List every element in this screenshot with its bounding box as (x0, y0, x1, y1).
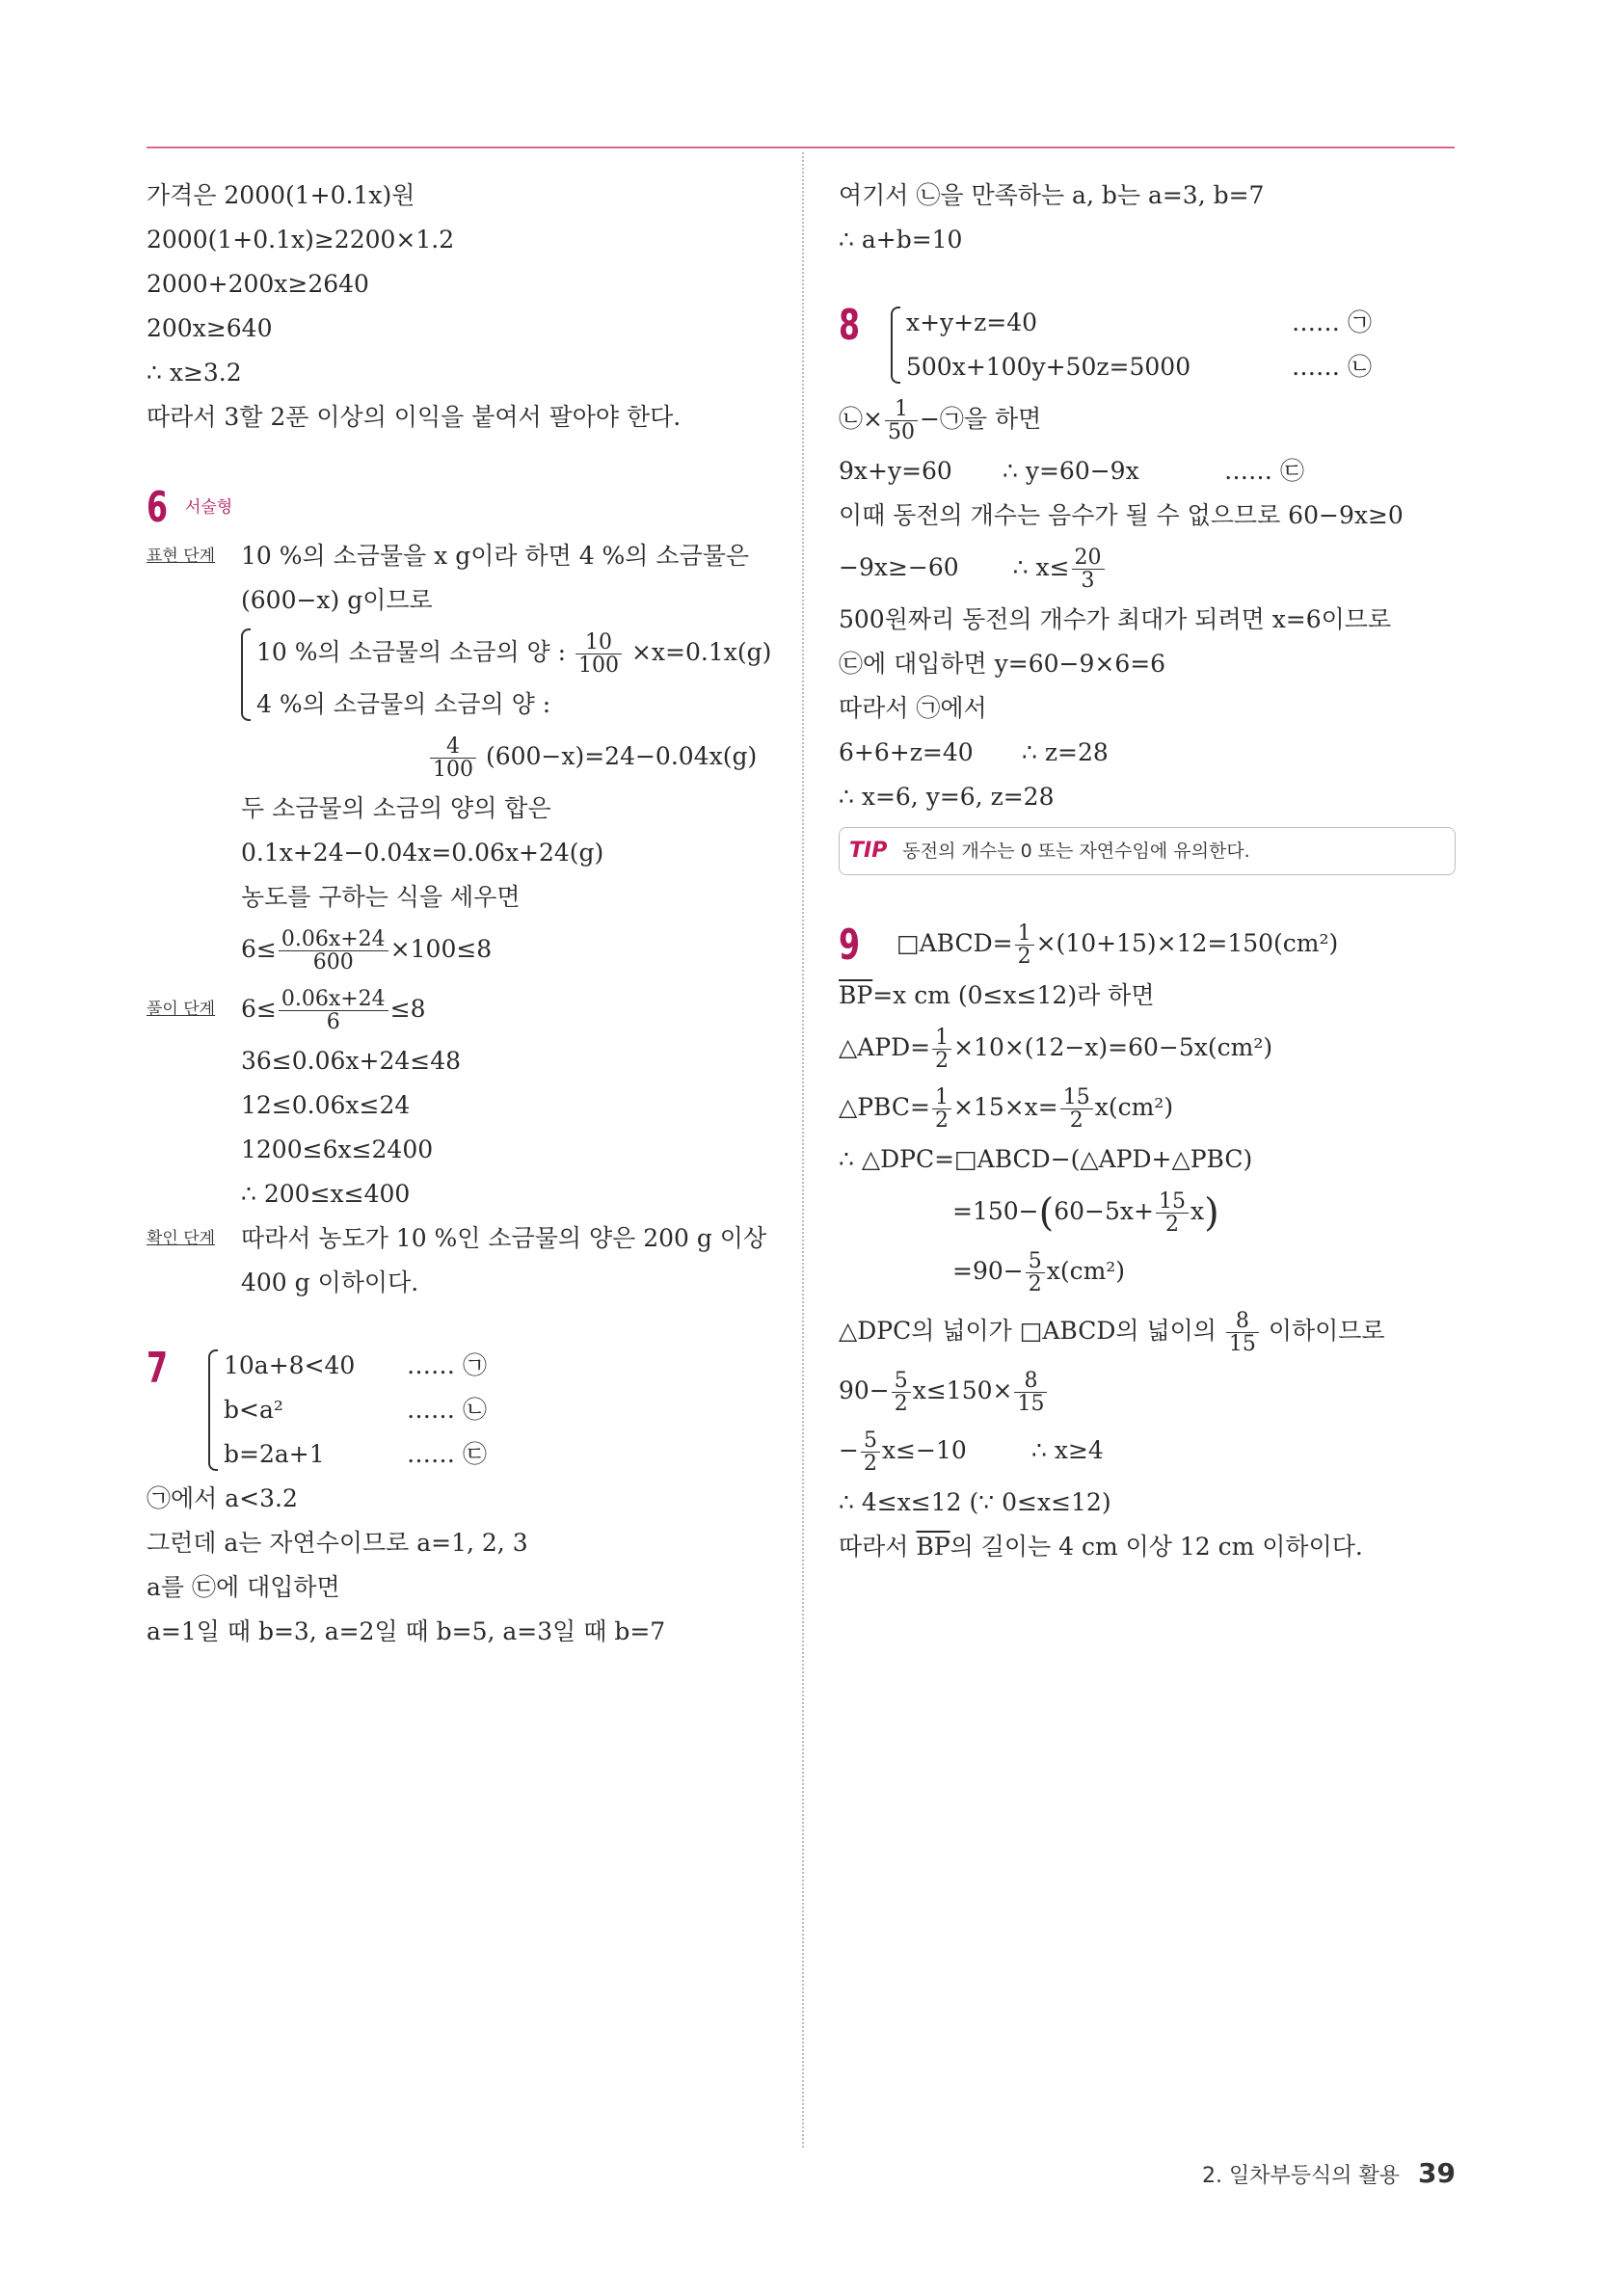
text-line: $\frac{4}{100}$ (600−x)=24−0.04x(g) (147, 727, 773, 787)
equation-system: 10a+8<40 …… ㉠ b<a² …… ㉡ b=2a+1 …… ㉢ (208, 1344, 773, 1477)
text-line: ∴ a+b=10 (839, 226, 963, 254)
text-line: ∴ 4≤x≤12 (∵ 0≤x≤12) (839, 1488, 1111, 1516)
text-line: ∴ x=6, y=6, z=28 (839, 783, 1055, 811)
text-line: ㉢에 대입하면 y=60−9×6=6 (839, 650, 1166, 678)
text-line: 따라서 ㉠에서 (839, 694, 987, 722)
fraction: $\frac{5}{2}$ (892, 1370, 911, 1415)
right-column (839, 174, 1456, 1569)
fraction: $\frac{10}{100}$ (575, 631, 622, 677)
equation-system: 10 %의 소금물의 소금의 양 : $\frac{10}{100}$ ×x=0.1x(g) 4 %의 소금물의 소금의 양 : (241, 623, 773, 727)
text-line: 6+6+z=40 ∴ z=28 (839, 738, 1109, 766)
text-line: ∴ △DPC=□ABCD−(△APD+△PBC) (839, 1145, 1253, 1173)
step-label: 확인 단계 (147, 1229, 216, 1248)
problem-7 (147, 1344, 773, 1477)
text-line: △PBC= $\frac{1}{2}$ ×15×x= $\frac{15}{2}$ x(cm²) (839, 1084, 1174, 1133)
text-line: 확인 단계 따라서 농도가 10 %인 소금물의 양은 200 g 이상 (147, 1216, 773, 1261)
tip-box (839, 827, 1456, 875)
text-line: 2000+200x≥2640 (147, 270, 369, 298)
problem-tag: 서술형 (184, 497, 233, 518)
text-line: − $\frac{5}{2}$ x≤−10 ∴ x≥4 (839, 1428, 1104, 1476)
text-line: $\overline{BP}=x$ cm (0≤x≤12)라 하면 (839, 981, 1155, 1009)
fraction: $\frac{0.06x+24}{6}$ (279, 988, 388, 1033)
chapter-title: 2. 일차부등식의 활용 (1202, 2164, 1401, 2188)
brace (208, 1349, 218, 1471)
brace (891, 307, 900, 384)
brace (241, 628, 251, 721)
text-line: ∴ x≥3.2 (147, 359, 242, 387)
page-footer (1202, 2157, 1456, 2189)
text-line: 6≤ $\frac{0.06x+24}{600}$ ×100≤8 (241, 926, 493, 974)
text-line: 36≤0.06x+24≤48 (241, 1047, 462, 1075)
fraction: $\frac{15}{2}$ (1156, 1190, 1189, 1236)
text-line: =90− $\frac{5}{2}$ x(cm²) (952, 1248, 1126, 1296)
text-line: 따라서 3할 2푼 이상의 이익을 붙여서 팔아야 한다. (147, 403, 682, 431)
text-line: 400 g 이하이다. (241, 1268, 419, 1296)
problem-number: 6 (147, 482, 169, 532)
tip-label: TIP (849, 839, 888, 863)
text-line: 이때 동전의 개수는 음수가 될 수 없으므로 60−9x≥0 (839, 501, 1404, 529)
column-divider (802, 152, 804, 2148)
text-line: 여기서 ㉡을 만족하는 a, b는 a=3, b=7 (839, 181, 1265, 209)
fraction: $\frac{5}{2}$ (861, 1429, 880, 1475)
text-line: 90− $\frac{5}{2}$ x≤150× $\frac{8}{15}$ (839, 1361, 1456, 1421)
fraction: $\frac{8}{15}$ (1226, 1310, 1259, 1355)
text-line: ㉠에서 a<3.2 (147, 1484, 298, 1512)
text-line: 그런데 a는 자연수이므로 a=1, 2, 3 (147, 1529, 528, 1557)
problem-9-header: 9 □ABCD= $\frac{1}{2}$ ×(10+15)×12=150(cm²) (839, 914, 1456, 974)
problem-8 (839, 301, 1456, 389)
text-line: =150−(60−5x+ $\frac{15}{2}$ x) (952, 1188, 1219, 1237)
text-line: −9x≥−60 ∴ x≤ $\frac{20}{3}$ (839, 538, 1456, 598)
tip-text: 동전의 개수는 0 또는 자연수임에 유의한다. (902, 841, 1250, 862)
text-line: a를 ㉢에 대입하면 (147, 1573, 340, 1601)
problem-number: 7 (147, 1344, 169, 1393)
text-line: a=1일 때 b=3, a=2일 때 b=5, a=3일 때 b=7 (147, 1617, 666, 1645)
fraction: $\frac{15}{2}$ (1060, 1086, 1093, 1132)
text-line: 표현 단계 10 %의 소금물을 x g이라 하면 4 %의 소금물은 (147, 534, 773, 578)
text-line: 9x+y=60 ∴ y=60−9x …… ㉢ (839, 457, 1304, 485)
text-line: 200x≥640 (147, 314, 273, 342)
top-rule (147, 147, 1455, 148)
fraction: $\frac{5}{2}$ (1026, 1250, 1045, 1295)
fraction: $\frac{1}{2}$ (1015, 922, 1034, 968)
left-column (147, 174, 773, 1654)
equation-system: x+y+z=40 …… ㉠ 500x+100y+50z=5000 …… ㉡ (891, 301, 1456, 389)
step-label: 표현 단계 (147, 547, 216, 566)
text-line: △DPC의 넓이가 □ABCD의 넓이의 $\frac{8}{15}$ 이하이므로 (839, 1308, 1385, 1356)
text-line: 두 소금물의 소금의 양의 합은 (241, 794, 551, 822)
text-line: 2000(1+0.1x)≥2200×1.2 (147, 226, 455, 254)
fraction: $\frac{1}{50}$ (885, 398, 918, 443)
step-label: 풀이 단계 (147, 1000, 216, 1019)
text-line: ∴ 200≤x≤400 (241, 1180, 411, 1208)
page-number: 39 (1418, 2157, 1456, 2189)
fraction: $\frac{1}{2}$ (932, 1027, 951, 1072)
text-line: 농도를 구하는 식을 세우면 (241, 883, 521, 911)
text-line: 500원짜리 동전의 개수가 최대가 되려면 x=6이므로 (839, 605, 1392, 633)
problem-number: 9 (839, 920, 861, 970)
fraction: $\frac{20}{3}$ (1072, 547, 1105, 592)
fraction: $\frac{0.06x+24}{600}$ (279, 928, 388, 974)
text-line: 1200≤6x≤2400 (241, 1135, 434, 1163)
text-line: 풀이 단계 6≤ $\frac{0.06x+24}{6}$ ≤8 (147, 979, 773, 1039)
text-line: 가격은 2000(1+0.1x)원 (147, 181, 415, 209)
problem-number: 8 (839, 301, 861, 350)
text-line: ㉡× $\frac{1}{50}$ −㉠을 하면 (839, 396, 1042, 444)
problem-6-header (147, 478, 773, 534)
text-line: △APD= $\frac{1}{2}$ ×10×(12−x)=60−5x(cm²) (839, 1025, 1273, 1073)
text-line: 따라서 $\overline{BP}$의 길이는 4 cm 이상 12 cm 이하이다. (839, 1533, 1363, 1561)
fraction: $\frac{4}{100}$ (430, 735, 476, 781)
text-line: (600−x) g이므로 (241, 586, 433, 614)
text-line: 12≤0.06x≤24 (241, 1091, 411, 1119)
fraction: $\frac{8}{15}$ (1014, 1370, 1047, 1415)
fraction: $\frac{1}{2}$ (932, 1086, 951, 1132)
text-line: 0.1x+24−0.04x=0.06x+24(g) (241, 839, 604, 867)
